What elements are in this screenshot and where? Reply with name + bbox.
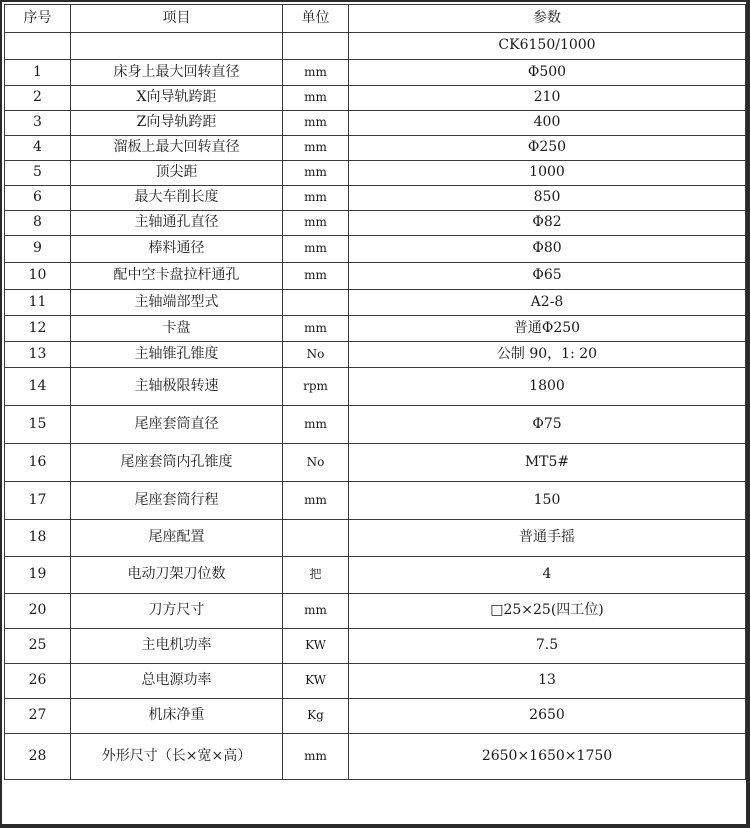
- spec-table: [4, 4, 746, 780]
- table-row: [5, 342, 746, 368]
- cell-no: 13: [5, 342, 71, 368]
- cell-item: 主电机功率: [71, 629, 283, 664]
- cell-item: 尾座套筒内孔锥度: [71, 444, 283, 482]
- cell-unit: mm: [283, 186, 349, 211]
- table-row: [5, 406, 746, 444]
- cell-unit: No: [283, 444, 349, 482]
- table-row: [5, 33, 746, 60]
- cell-unit: 把: [283, 557, 349, 594]
- cell-no: 28: [5, 734, 71, 780]
- cell-item: 棒料通径: [71, 236, 283, 263]
- cell-unit: KW: [283, 629, 349, 664]
- cell-item: 顶尖距: [71, 161, 283, 186]
- cell-value: Φ65: [349, 263, 746, 290]
- header-unit: 单位: [283, 5, 349, 33]
- cell-no: 6: [5, 186, 71, 211]
- cell-unit: mm: [283, 316, 349, 342]
- cell-unit: No: [283, 342, 349, 368]
- table-row: [5, 557, 746, 594]
- cell-value: CK6150/1000: [349, 33, 746, 60]
- cell-no: 18: [5, 520, 71, 557]
- cell-value: 400: [349, 111, 746, 136]
- cell-value: Φ75: [349, 406, 746, 444]
- table-row: [5, 734, 746, 780]
- cell-no: 5: [5, 161, 71, 186]
- cell-unit: rpm: [283, 368, 349, 406]
- cell-unit: mm: [283, 86, 349, 111]
- cell-item: 电动刀架刀位数: [71, 557, 283, 594]
- table-row: [5, 136, 746, 161]
- cell-value: 850: [349, 186, 746, 211]
- cell-unit: mm: [283, 482, 349, 520]
- table-row: [5, 594, 746, 629]
- cell-item: Z向导轨跨距: [71, 111, 283, 136]
- table-row: [5, 161, 746, 186]
- table-row: [5, 290, 746, 316]
- cell-value: 7.5: [349, 629, 746, 664]
- cell-value: 2650: [349, 699, 746, 734]
- header-no: 序号: [5, 5, 71, 33]
- cell-unit: [283, 33, 349, 60]
- cell-item: 尾座套筒直径: [71, 406, 283, 444]
- cell-value: 普通手摇: [349, 520, 746, 557]
- cell-unit: mm: [283, 60, 349, 86]
- cell-no: 11: [5, 290, 71, 316]
- cell-no: 20: [5, 594, 71, 629]
- cell-value: 2650×1650×1750: [349, 734, 746, 780]
- cell-value: MT5#: [349, 444, 746, 482]
- cell-no: 4: [5, 136, 71, 161]
- table-row: [5, 520, 746, 557]
- table-row: [5, 60, 746, 86]
- cell-unit: mm: [283, 136, 349, 161]
- cell-item: 外形尺寸（长×宽×高）: [71, 734, 283, 780]
- cell-item: X向导轨跨距: [71, 86, 283, 111]
- cell-unit: Kg: [283, 699, 349, 734]
- cell-item: 最大车削长度: [71, 186, 283, 211]
- cell-unit: mm: [283, 594, 349, 629]
- table-row: [5, 186, 746, 211]
- cell-no: 8: [5, 211, 71, 236]
- table-row: [5, 236, 746, 263]
- cell-item: 刀方尺寸: [71, 594, 283, 629]
- table-row: [5, 664, 746, 699]
- cell-no: 15: [5, 406, 71, 444]
- cell-unit: mm: [283, 263, 349, 290]
- cell-no: 2: [5, 86, 71, 111]
- cell-no: [5, 33, 71, 60]
- cell-no: 3: [5, 111, 71, 136]
- header-value: 参数: [349, 5, 746, 33]
- cell-unit: mm: [283, 406, 349, 444]
- cell-no: 26: [5, 664, 71, 699]
- cell-no: 19: [5, 557, 71, 594]
- cell-item: 总电源功率: [71, 664, 283, 699]
- cell-item: 床身上最大回转直径: [71, 60, 283, 86]
- cell-no: 16: [5, 444, 71, 482]
- cell-item: 主轴锥孔锥度: [71, 342, 283, 368]
- table-row: [5, 368, 746, 406]
- cell-value: 4: [349, 557, 746, 594]
- cell-value: □25×25(四工位): [349, 594, 746, 629]
- cell-item: 尾座配置: [71, 520, 283, 557]
- table-row: [5, 629, 746, 664]
- table-row: [5, 111, 746, 136]
- cell-unit: [283, 520, 349, 557]
- cell-unit: mm: [283, 211, 349, 236]
- cell-value: A2-8: [349, 290, 746, 316]
- cell-item: 主轴端部型式: [71, 290, 283, 316]
- cell-no: 17: [5, 482, 71, 520]
- table-row: [5, 86, 746, 111]
- cell-item: 主轴通孔直径: [71, 211, 283, 236]
- table-row: [5, 316, 746, 342]
- table-row: [5, 263, 746, 290]
- cell-unit: KW: [283, 664, 349, 699]
- cell-item: [71, 33, 283, 60]
- cell-unit: mm: [283, 111, 349, 136]
- cell-no: 12: [5, 316, 71, 342]
- cell-no: 10: [5, 263, 71, 290]
- cell-value: 1000: [349, 161, 746, 186]
- cell-unit: [283, 290, 349, 316]
- cell-value: 210: [349, 86, 746, 111]
- table-row: [5, 699, 746, 734]
- cell-value: Φ82: [349, 211, 746, 236]
- cell-item: 卡盘: [71, 316, 283, 342]
- cell-no: 9: [5, 236, 71, 263]
- cell-no: 1: [5, 60, 71, 86]
- cell-no: 27: [5, 699, 71, 734]
- cell-value: Φ80: [349, 236, 746, 263]
- cell-value: Φ250: [349, 136, 746, 161]
- cell-unit: mm: [283, 734, 349, 780]
- cell-value: 公制 90，1: 20: [349, 342, 746, 368]
- cell-no: 14: [5, 368, 71, 406]
- table-row: [5, 482, 746, 520]
- header-row: [5, 5, 746, 33]
- cell-value: Φ500: [349, 60, 746, 86]
- cell-unit: mm: [283, 161, 349, 186]
- cell-item: 机床净重: [71, 699, 283, 734]
- cell-value: 普通Φ250: [349, 316, 746, 342]
- cell-no: 25: [5, 629, 71, 664]
- cell-value: 13: [349, 664, 746, 699]
- table-row: [5, 444, 746, 482]
- header-item: 项目: [71, 5, 283, 33]
- cell-unit: mm: [283, 236, 349, 263]
- table-row: [5, 211, 746, 236]
- cell-item: 主轴极限转速: [71, 368, 283, 406]
- cell-value: 1800: [349, 368, 746, 406]
- cell-item: 溜板上最大回转直径: [71, 136, 283, 161]
- cell-item: 尾座套筒行程: [71, 482, 283, 520]
- cell-item: 配中空卡盘拉杆通孔: [71, 263, 283, 290]
- cell-value: 150: [349, 482, 746, 520]
